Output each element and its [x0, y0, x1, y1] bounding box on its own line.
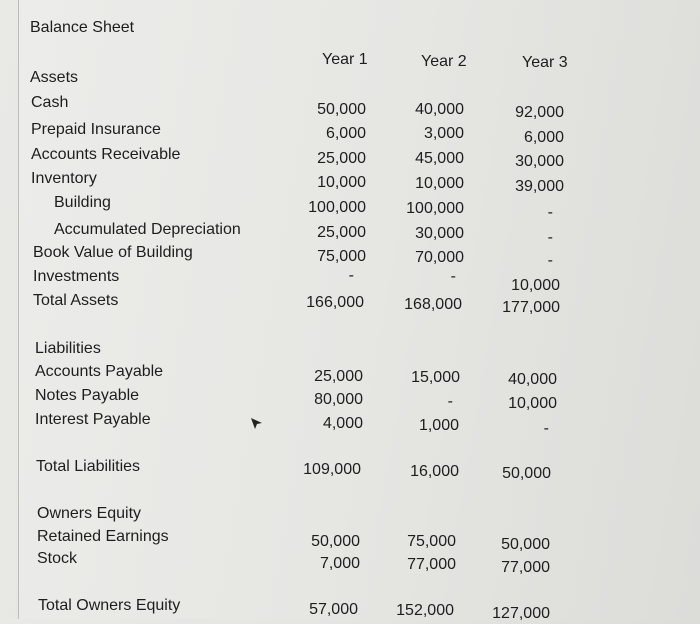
cell-accounts-payable-y2: 15,000 [411, 369, 460, 386]
cell-investments-y2: - [450, 268, 456, 285]
assets-heading: Assets [30, 69, 79, 86]
row-label-cash: Cash [31, 94, 69, 111]
page-title: Balance Sheet [30, 19, 135, 36]
cell-retained-earnings-y2: 75,000 [407, 533, 456, 550]
cell-retained-earnings-y1: 50,000 [311, 533, 360, 550]
cell-total-assets-y1: 166,000 [306, 294, 364, 311]
cell-prepaid-y2: 3,000 [423, 125, 464, 142]
column-header-year-2: Year 2 [421, 53, 467, 70]
row-label-investments: Investments [33, 268, 120, 285]
row-label-book-value-building: Book Value of Building [33, 244, 193, 261]
cell-building-y2: 100,000 [406, 200, 464, 217]
cell-investments-y1: - [348, 267, 354, 284]
cell-investments-y3: 10,000 [511, 277, 560, 294]
row-label-accumulated-depreciation: Accumulated Depreciation [54, 221, 241, 238]
column-header-year-3: Year 3 [522, 54, 568, 71]
cell-prepaid-y1: 6,000 [325, 125, 366, 142]
cell-interest-payable-y1: 4,000 [322, 415, 363, 432]
cell-inventory-y2: 10,000 [415, 175, 464, 192]
row-label-inventory: Inventory [31, 170, 97, 187]
cell-building-y3: - [547, 204, 553, 221]
cell-depreciation-y1: 25,000 [317, 224, 366, 241]
cell-receivable-y3: 30,000 [515, 153, 564, 170]
row-label-accounts-receivable: Accounts Receivable [31, 146, 181, 163]
cell-notes-payable-y2: - [447, 393, 453, 410]
cell-total-liabilities-y3: 50,000 [502, 465, 551, 482]
cell-inventory-y1: 10,000 [317, 174, 366, 191]
cell-cash-y2: 40,000 [415, 101, 464, 118]
cell-stock-y1: 7,000 [319, 555, 360, 572]
cell-receivable-y1: 25,000 [317, 150, 366, 167]
cell-cash-y3: 92,000 [515, 104, 564, 121]
cell-notes-payable-y3: 10,000 [508, 395, 557, 412]
cell-accounts-payable-y1: 25,000 [314, 368, 363, 385]
cell-interest-payable-y2: 1,000 [418, 417, 459, 434]
cell-book-value-y1: 75,000 [317, 248, 366, 265]
cell-retained-earnings-y3: 50,000 [501, 536, 550, 553]
liabilities-heading: Liabilities [35, 340, 101, 357]
column-header-year-1: Year 1 [322, 51, 368, 68]
cell-total-equity-y1: 57,000 [309, 601, 358, 618]
row-label-total-owners-equity: Total Owners Equity [38, 597, 181, 614]
cell-total-liabilities-y2: 16,000 [410, 463, 459, 480]
row-label-accounts-payable: Accounts Payable [35, 363, 164, 380]
cell-building-y1: 100,000 [308, 199, 366, 216]
cell-total-assets-y3: 177,000 [502, 299, 560, 316]
cell-cash-y1: 50,000 [317, 101, 366, 118]
cell-total-equity-y2: 152,000 [396, 602, 454, 619]
cell-book-value-y3: - [547, 252, 553, 269]
cell-interest-payable-y3: - [543, 420, 549, 437]
cell-total-assets-y2: 168,000 [404, 296, 462, 313]
cell-stock-y2: 77,000 [407, 556, 456, 573]
row-label-notes-payable: Notes Payable [35, 387, 140, 404]
cell-total-liabilities-y1: 109,000 [303, 461, 361, 478]
cell-notes-payable-y1: 80,000 [314, 391, 363, 408]
row-label-interest-payable: Interest Payable [35, 411, 151, 428]
cell-inventory-y3: 39,000 [515, 178, 564, 195]
cursor-arrow-icon [250, 416, 264, 430]
cell-stock-y3: 77,000 [501, 559, 550, 576]
row-label-retained-earnings: Retained Earnings [37, 528, 169, 545]
cell-accounts-payable-y3: 40,000 [508, 371, 557, 388]
cell-prepaid-y3: 6,000 [523, 129, 564, 146]
cell-total-equity-y3: 127,000 [492, 605, 550, 622]
row-label-total-assets: Total Assets [33, 292, 119, 309]
cell-depreciation-y3: - [547, 229, 553, 246]
row-label-prepaid-insurance: Prepaid Insurance [31, 121, 161, 138]
row-label-building: Building [54, 194, 111, 211]
cell-depreciation-y2: 30,000 [415, 225, 464, 242]
equity-heading: Owners Equity [37, 505, 142, 522]
cell-receivable-y2: 45,000 [415, 150, 464, 167]
cell-book-value-y2: 70,000 [415, 249, 464, 266]
row-label-stock: Stock [37, 550, 78, 567]
row-label-total-liabilities: Total Liabilities [36, 458, 141, 475]
